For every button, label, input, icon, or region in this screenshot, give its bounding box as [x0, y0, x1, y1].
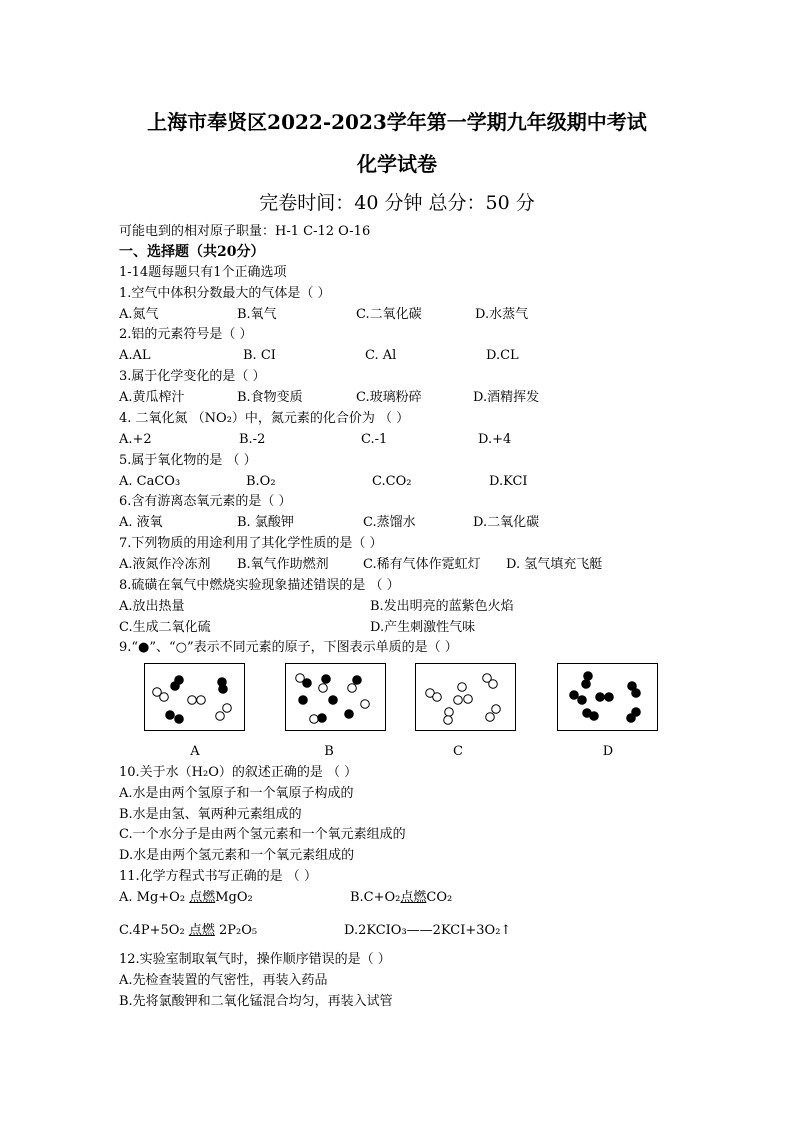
option-c: C.玻璃粉碎 [356, 390, 422, 405]
option-c: C.-1 [361, 432, 388, 447]
option-c: C.蒸馏水 [363, 515, 416, 530]
diagram-label-d: D [602, 744, 614, 759]
option-b: B.氧气 [237, 307, 277, 322]
question-stem: 4. 二氧化氮 （NO₂）中，氮元素的化合价为 （ ） [119, 411, 410, 426]
equation-left: B.C+O₂ [350, 890, 401, 905]
option-b: B.发出明亮的蓝紫色火焰 [370, 599, 514, 614]
diagram-label-a: A [190, 744, 200, 759]
option-d: D.+4 [478, 432, 512, 447]
question-stem: 10.关于水（H₂O）的叙述正确的是 （ ） [119, 765, 358, 780]
atomic-masses: 可能电到的相对原子职量：H-1 C-12 O-16 [119, 224, 371, 239]
option-b: B. 氯酸钾 [237, 515, 294, 530]
question-stem: 5.属于氧化物的是 （ ） [119, 453, 257, 468]
question-stem: 6.含有游离态氧元素的是（ ） [119, 494, 292, 509]
equation-left: A. Mg+O₂ [119, 890, 190, 905]
option-a: A. CaCO₃ [119, 474, 181, 489]
option-d: D.CL [486, 348, 519, 363]
option-a: A.AL [119, 348, 151, 363]
question-stem: 3.属于化学变化的是（ ） [119, 369, 266, 384]
question-stem: 7.下列物质的用途利用了其化学性质的是（ ） [119, 536, 383, 551]
question-stem: 8.硫磺在氧气中燃烧实验现象描述错误的是 （ ） [119, 578, 400, 593]
option-c: C.稀有气体作霓虹灯 [363, 557, 481, 572]
option-b: B.水是由氢、氧两种元素组成的 [119, 807, 302, 822]
section-title: 一、选择题（共20分） [119, 244, 265, 260]
reaction-condition: 点燃 [189, 890, 216, 905]
question-stem: 11.化学方程式书写正确的是 （ ） [119, 869, 317, 884]
instruction: 1-14题每题只有1个正确选项 [119, 265, 287, 280]
option-c: C.一个水分子是由两个氢元素和一个氧元素组成的 [119, 827, 406, 842]
option-a: A.氮气 [119, 307, 159, 322]
option-c: C.CO₂ [372, 474, 412, 489]
option-b: B.O₂ [246, 474, 276, 489]
option-d: D.二氧化碳 [473, 515, 540, 530]
option-d: D.2KCIO₃——2KCI+3O₂↑ [344, 923, 512, 938]
option-a: A.先检查装置的气密性，再装入药品 [119, 973, 328, 988]
option-d: D.产生刺激性气味 [370, 620, 476, 635]
reaction-condition: 点燃 [188, 923, 215, 938]
diagram-label-b: B [324, 744, 334, 759]
option-b: B. CI [243, 348, 276, 363]
option-c: C.二氧化碳 [356, 307, 422, 322]
option-d: D.KCI [489, 474, 528, 489]
option-a: A.放出热量 [119, 599, 185, 614]
equation-left: C.4P+5O₂ [119, 923, 189, 938]
reaction-condition: 点燃 [400, 890, 427, 905]
equation-right: CO₂ [426, 890, 453, 905]
particle-diagram-c [415, 663, 516, 731]
option-c: C.生成二氧化硫 [119, 620, 211, 635]
diagram-label-c: C [453, 744, 463, 759]
option-b: B.-2 [239, 432, 266, 447]
question-stem: 1.空气中体积分数最大的气体是（ ） [119, 286, 331, 301]
option-a: A.液氮作冷冻剂 [119, 557, 211, 572]
option-d: D.酒精挥发 [473, 390, 540, 405]
option-a: A. 液氧 [119, 515, 163, 530]
particle-diagram-b [285, 663, 386, 731]
exam-title: 上海市奉贤区2022-2023学年第一学期九年级期中考试 [147, 110, 647, 134]
question-stem: 12.实验室制取氧气时，操作顺序错误的是（ ） [119, 952, 391, 967]
option-b: B.先将氯酸钾和二氧化锰混合均匀，再装入试管 [119, 994, 393, 1009]
question-stem: 9.“●”、“○”表示不同元素的原子，下图表示单质的是（ ） [119, 640, 458, 655]
particle-diagram-d [557, 663, 658, 731]
option-d: D. 氢气填充飞艇 [506, 557, 603, 572]
option-a: A.黄瓜榨汁 [119, 390, 185, 405]
exam-meta: 完卷时间：40 分钟 总分：50 分 [259, 192, 535, 214]
particle-diagram-a [144, 663, 245, 731]
option-a: A.+2 [119, 432, 152, 447]
option-d: D.水蒸气 [475, 307, 529, 322]
exam-subtitle: 化学试卷 [357, 152, 437, 176]
equation-right: 2P₂O₅ [214, 923, 258, 938]
option-a [119, 890, 253, 906]
question-stem: 2.铝的元素符号是（ ） [119, 327, 253, 342]
option-b [350, 890, 452, 906]
option-b: B.食物变质 [237, 390, 303, 405]
option-b: B.氧气作助燃剂 [237, 557, 329, 572]
option-c [119, 923, 257, 939]
option-d: D.水是由两个氢元素和一个氧元素组成的 [119, 848, 355, 863]
option-a: A.水是由两个氢原子和一个氧原子构成的 [119, 786, 354, 801]
option-c: C. Al [365, 348, 397, 363]
equation-right: MgO₂ [215, 890, 253, 905]
